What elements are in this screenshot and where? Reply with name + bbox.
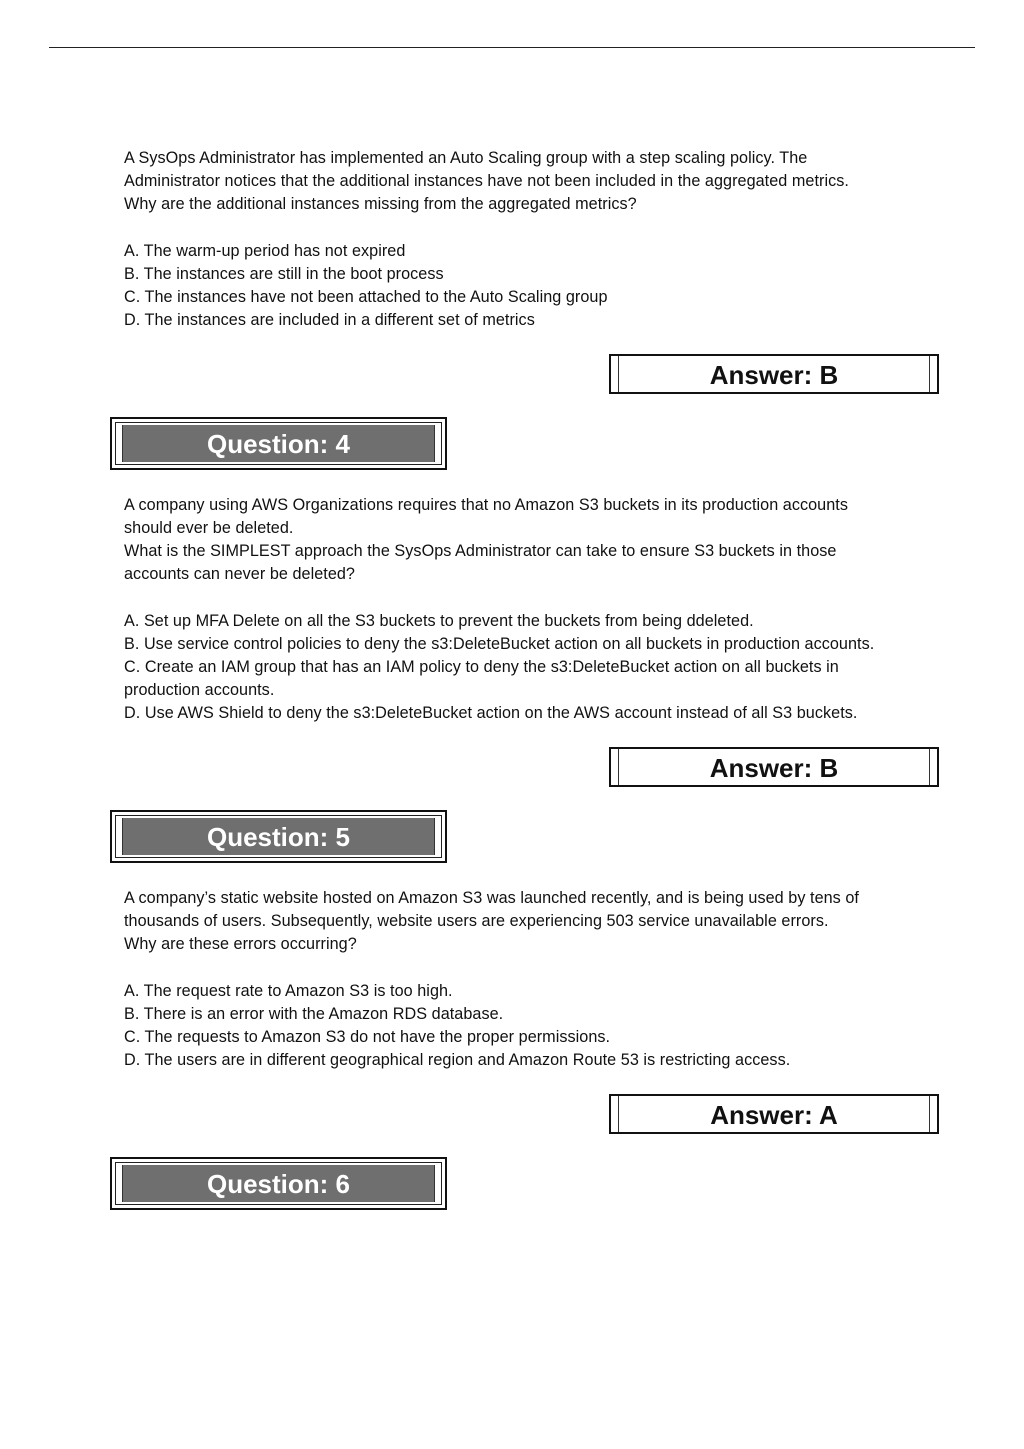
question-stem-line: A SysOps Administrator has implemented an Auto Scaling group with a step scaling policy. The — [124, 149, 808, 167]
question-5-options — [124, 980, 944, 1072]
question-stem-line: Administrator notices that the additional instances have not been included in the aggregated metrics. — [124, 172, 849, 190]
answer-option: D. The instances are included in a different set of metrics — [124, 311, 535, 329]
question-5-stem — [124, 887, 944, 956]
answer-option: B. There is an error with the Amazon RDS database. — [124, 1005, 504, 1023]
answer-option: production accounts. — [124, 681, 275, 699]
question-stem-line: should ever be deleted. — [124, 519, 294, 537]
question-4-title: Question: 4 — [206, 429, 350, 459]
answer-option: C. The requests to Amazon S3 do not have the proper permissions. — [124, 1028, 611, 1046]
question-4-answer-label: Answer: B — [709, 753, 839, 783]
question-3-answer-box — [609, 354, 939, 394]
answer-option: A. The request rate to Amazon S3 is too high. — [124, 982, 453, 1000]
question-stem-line: Why are these errors occurring? — [124, 935, 357, 953]
question-4-stem — [124, 494, 944, 586]
answer-option: B. Use service control policies to deny the s3:DeleteBucket action on all buckets in production accounts. — [124, 635, 875, 653]
question-stem-line: A company using AWS Organizations requires that no Amazon S3 buckets in its production accounts — [124, 496, 848, 514]
answer-option: D. The users are in different geographical region and Amazon Route 53 is restricting access. — [124, 1051, 791, 1069]
question-stem-line: accounts can never be deleted? — [124, 565, 355, 583]
answer-option: B. The instances are still in the boot process — [124, 265, 444, 283]
question-5-header — [110, 810, 447, 863]
question-stem-line: thousands of users. Subsequently, website users are experiencing 503 service unavailable errors. — [124, 912, 829, 930]
question-4-options — [124, 610, 944, 725]
question-3-stem — [124, 147, 944, 216]
question-6-title: Question: 6 — [206, 1169, 350, 1199]
answer-option: C. Create an IAM group that has an IAM policy to deny the s3:DeleteBucket action on all buckets in — [124, 658, 839, 676]
answer-option: C. The instances have not been attached to the Auto Scaling group — [124, 288, 608, 306]
question-stem-line: What is the SIMPLEST approach the SysOps Administrator can take to ensure S3 buckets in those — [124, 542, 837, 560]
question-5-answer-box — [609, 1094, 939, 1134]
question-stem-line: A company’s static website hosted on Amazon S3 was launched recently, and is being used by tens of — [124, 889, 859, 907]
question-6-header — [110, 1157, 447, 1210]
answer-option: D. Use AWS Shield to deny the s3:DeleteBucket action on the AWS account instead of all S3 buckets. — [124, 704, 858, 722]
question-3-answer-label: Answer: B — [709, 360, 839, 390]
question-4-header — [110, 417, 447, 470]
page-top-rule — [49, 47, 975, 48]
answer-option: A. The warm-up period has not expired — [124, 242, 406, 260]
question-4-answer-box — [609, 747, 939, 787]
answer-option: A. Set up MFA Delete on all the S3 buckets to prevent the buckets from being ddeleted. — [124, 612, 754, 630]
question-5-title: Question: 5 — [206, 822, 350, 852]
question-5-answer-label: Answer: A — [710, 1100, 838, 1130]
question-stem-line: Why are the additional instances missing from the aggregated metrics? — [124, 195, 637, 213]
question-3-options — [124, 240, 944, 332]
